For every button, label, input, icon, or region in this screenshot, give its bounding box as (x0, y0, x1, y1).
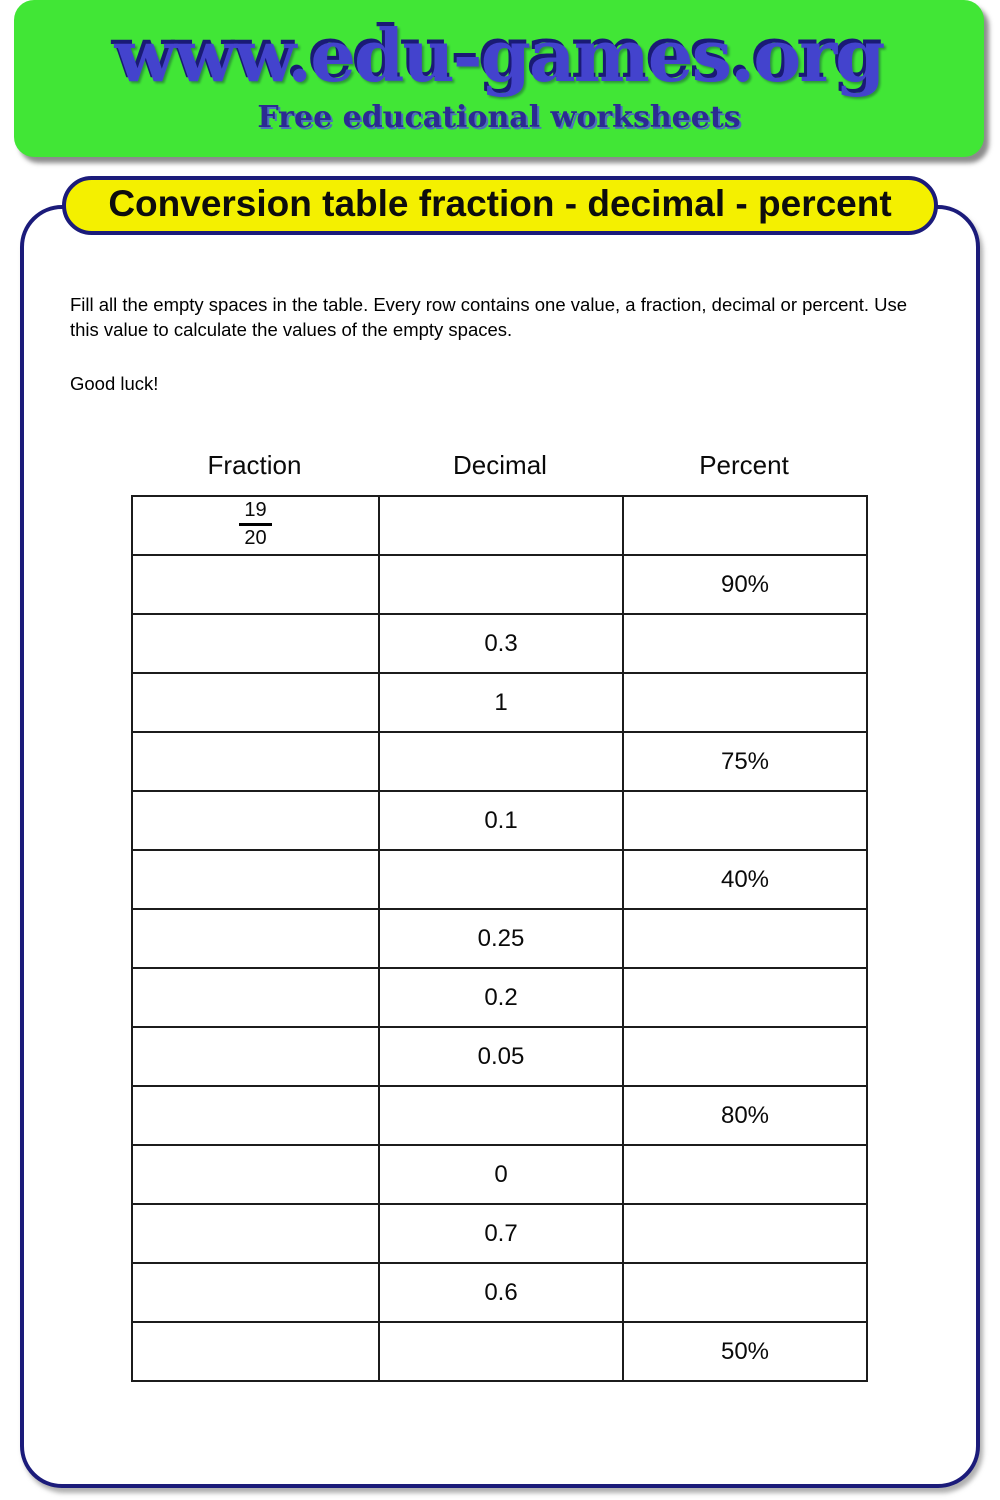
fraction-cell (132, 1263, 379, 1322)
percent-cell (623, 909, 867, 968)
table-row (132, 1204, 867, 1263)
header-percent: Percent (699, 450, 789, 480)
percent-cell: 80% (623, 1086, 867, 1145)
good-luck-text: Good luck! (70, 373, 159, 394)
decimal-cell (379, 850, 623, 909)
fraction-cell (132, 732, 379, 791)
table-row (132, 968, 867, 1027)
header-fraction: Fraction (207, 450, 302, 480)
decimal-cell: 0.25 (379, 909, 623, 968)
decimal-cell: 1 (379, 673, 623, 732)
decimal-cell (379, 1322, 623, 1381)
percent-cell: 50% (623, 1322, 867, 1381)
fraction-cell (132, 1086, 379, 1145)
table-row (132, 732, 867, 791)
table-row (132, 1145, 867, 1204)
percent-cell (623, 614, 867, 673)
decimal-cell (379, 732, 623, 791)
table-row (132, 673, 867, 732)
fraction-cell (132, 850, 379, 909)
fraction-cell (132, 1322, 379, 1381)
percent-cell (623, 1027, 867, 1086)
percent-cell: 90% (623, 555, 867, 614)
fraction-numerator: 19 (239, 500, 271, 526)
decimal-cell: 0 (379, 1145, 623, 1204)
table-row (132, 555, 867, 614)
instructions-text: Fill all the empty spaces in the table. Every row contains one value, a fraction, decimal or percent. Use this value to calculate the values of the empty spaces. (70, 294, 908, 340)
percent-cell (623, 1145, 867, 1204)
percent-cell (623, 1263, 867, 1322)
decimal-cell: 0.05 (379, 1027, 623, 1086)
fraction-cell (132, 1204, 379, 1263)
site-tagline: Free educational worksheets (257, 99, 741, 135)
fraction-cell (132, 1027, 379, 1086)
table-row (132, 1322, 867, 1381)
site-banner (14, 0, 984, 157)
percent-cell (623, 673, 867, 732)
fraction-cell (132, 791, 379, 850)
decimal-cell (379, 496, 623, 555)
header-decimal: Decimal (453, 450, 547, 480)
fraction-cell (132, 673, 379, 732)
worksheet-title-pill (62, 176, 938, 235)
percent-cell (623, 1204, 867, 1263)
decimal-cell (379, 555, 623, 614)
conversion-table (131, 495, 868, 1382)
table-row (132, 496, 867, 555)
table-row (132, 1263, 867, 1322)
table-row (132, 1086, 867, 1145)
worksheet-title: Conversion table fraction - decimal - percent (108, 182, 892, 224)
decimal-cell: 0.1 (379, 791, 623, 850)
table-row (132, 909, 867, 968)
percent-cell: 40% (623, 850, 867, 909)
fraction-cell (132, 1145, 379, 1204)
conversion-table-body (132, 496, 867, 1381)
fraction-cell (132, 614, 379, 673)
instructions-block (70, 293, 920, 397)
table-row (132, 791, 867, 850)
table-row (132, 850, 867, 909)
fraction-cell (132, 909, 379, 968)
percent-cell (623, 496, 867, 555)
percent-cell: 75% (623, 732, 867, 791)
table-column-headers (131, 450, 866, 481)
fraction-denominator: 20 (244, 527, 267, 549)
decimal-cell: 0.6 (379, 1263, 623, 1322)
fraction-value (239, 500, 271, 549)
decimal-cell: 0.3 (379, 614, 623, 673)
site-name: www.edu-games.org (114, 12, 884, 98)
percent-cell (623, 791, 867, 850)
table-row (132, 614, 867, 673)
decimal-cell (379, 1086, 623, 1145)
fraction-cell (132, 968, 379, 1027)
fraction-cell (132, 555, 379, 614)
decimal-cell: 0.7 (379, 1204, 623, 1263)
decimal-cell: 0.2 (379, 968, 623, 1027)
table-row (132, 1027, 867, 1086)
percent-cell (623, 968, 867, 1027)
fraction-cell (132, 496, 379, 555)
